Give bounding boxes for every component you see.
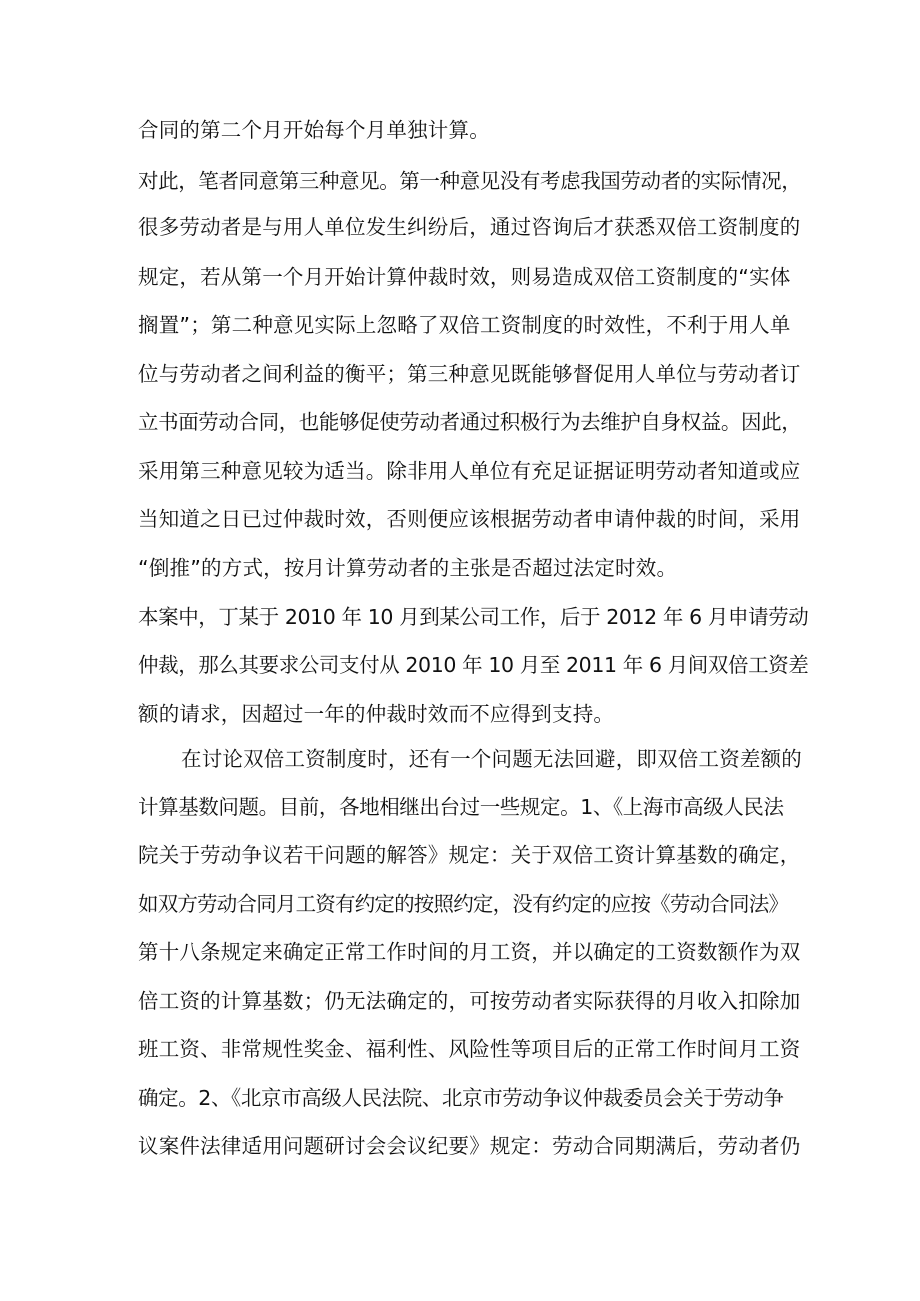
paragraph-first-line: 在讨论双倍工资制度时，还有一个问题无法回避，即双倍工资差额的 (181, 747, 802, 771)
text-line: “倒推”的方式，按月计算劳动者的主张是否超过法定时效。 (138, 556, 678, 580)
text-line: 位与劳动者之间利益的衡平；第三种意见既能够督促用人单位与劳动者订 (138, 362, 801, 386)
text-line: 很多劳动者是与用人单位发生纠纷后，通过咨询后才获悉双倍工资制度的 (138, 215, 801, 239)
text-line: 本案中，丁某于 2010 年 10 月到某公司工作，后于 2012 年 6 月申请劳动 (138, 605, 809, 629)
text-line: 议案件法律适用问题研讨会会议纪要》规定：劳动合同期满后，劳动者仍 (138, 1134, 801, 1158)
text-line: 计算基数问题。目前，各地相继出台过一些规定。1、《上海市高级人民法 (138, 795, 784, 819)
text-line: 倍工资的计算基数；仍无法确定的，可按劳动者实际获得的月收入扣除加 (138, 989, 801, 1013)
text-line: 仲裁，那么其要求公司支付从 2010 年 10 月至 2011 年 6 月间双倍工资差 (138, 653, 809, 677)
text-line: 规定，若从第一个月开始计算仲裁时效，则易造成双倍工资制度的“实体 (138, 265, 791, 289)
text-line: 采用第三种意见较为适当。除非用人单位有充足证据证明劳动者知道或应 (138, 459, 801, 483)
text-line: 班工资、非常规性奖金、福利性、风险性等项目后的正常工作时间月工资 (138, 1037, 801, 1061)
text-line: 院关于劳动争议若干问题的解答》规定：关于双倍工资计算基数的确定， (138, 843, 801, 867)
text-line: 当知道之日已过仲裁时效，否则便应该根据劳动者申请仲裁的时间，采用 (138, 507, 801, 531)
text-line: 合同的第二个月开始每个月单独计算。 (138, 118, 490, 142)
text-line: 额的请求，因超过一年的仲裁时效而不应得到支持。 (138, 702, 615, 726)
text-line: 确定。2、《北京市高级人民法院、北京市劳动争议仲裁委员会关于劳动争 (138, 1086, 784, 1110)
text-line: 搁置”；第二种意见实际上忽略了双倍工资制度的时效性，不利于用人单 (138, 313, 791, 337)
text-line: 立书面劳动合同，也能够促使劳动者通过积极行为去维护自身权益。因此， (138, 410, 802, 434)
text-line: 第十八条规定来确定正常工作时间的月工资，并以确定的工资数额作为双 (138, 940, 801, 964)
text-line: 对此，笔者同意第三种意见。第一种意见没有考虑我国劳动者的实际情况， (138, 169, 802, 193)
text-line: 如双方劳动合同月工资有约定的按照约定，没有约定的应按《劳动合同法》 (138, 892, 789, 916)
